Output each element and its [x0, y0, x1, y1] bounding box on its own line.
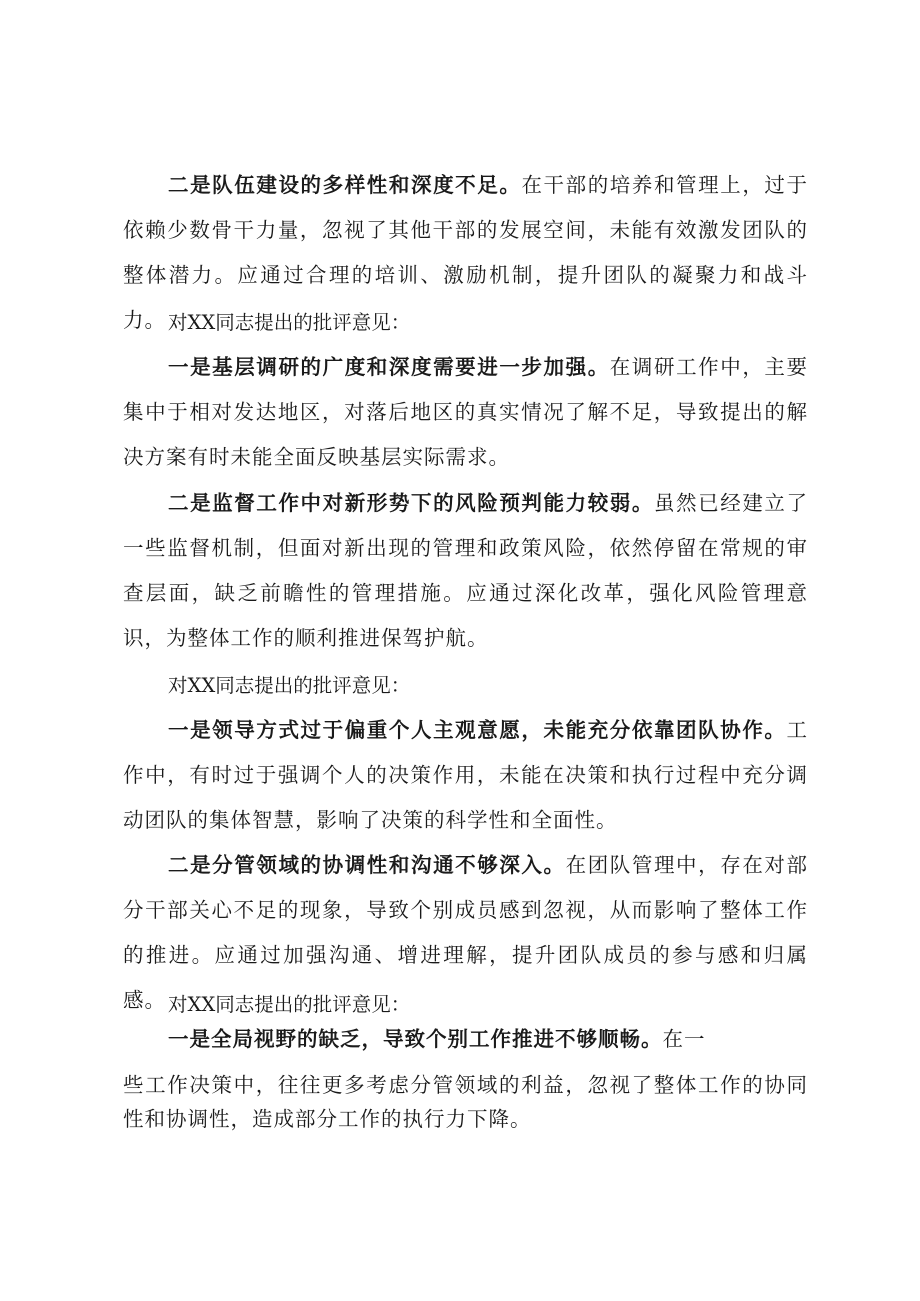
paragraph-5-lead: 二是分管领域的协调性和沟通不够深入。 [168, 853, 566, 877]
paragraph-6-lead: 一是全局视野的缺乏，导致个别工作推进不够顺畅。 [168, 1027, 663, 1051]
paragraph-4-lead: 一是领导方式过于偏重个人主观意愿，未能充分依靠团队协作。 [168, 718, 787, 742]
section-heading-3: 对XX同志提出的批评意见： [168, 993, 411, 1016]
paragraph-6-first-line [168, 1024, 706, 1054]
paragraph-3-body: 虽然已经建立了一些监督机制，但面对新出现的管理和政策风险，依然停留在常规的审查层面，缺乏前瞻性的管理措施。应通过深化改革，强化风险管理意识，为整体工作的顺利推进保驾护航。 [123, 491, 809, 650]
section-heading-1: 对XX同志提出的批评意见： [168, 311, 411, 334]
paragraph-3 [123, 481, 808, 661]
paragraph-2-body: 在调研工作中，主要集中于相对发达地区，对落后地区的真实情况了解不足，导致提出的解决方案有时未能全面反映基层实际需求。 [123, 355, 809, 469]
paragraph-1-body: 在干部的培养和管理上，过于依赖少数骨干力量，忽视了其他干部的发展空间，未能有效激发团队的整体潜力。应通过合理的培训、激励机制，提升团队的凝聚力和战斗力。 [123, 173, 809, 332]
section-heading-2: 对XX同志提出的批评意见： [168, 674, 411, 697]
paragraph-6-body: 些工作决策中，往往更多考虑分管领域的利益，忽视了整体工作的协同性和协调性，造成部分工作的执行力下降。 [123, 1073, 808, 1131]
paragraph-5-body: 在团队管理中，存在对部分干部关心不足的现象，导致个别成员感到忽视，从而影响了整体工作的推进。应通过加强沟通、增进理解，提升团队成员的参与感和归属感。 [123, 853, 809, 1012]
paragraph-4-body: 工作中，有时过于强调个人的决策作用，未能在决策和执行过程中充分调动团队的集体智慧，影响了决策的科学性和全面性。 [123, 718, 808, 832]
paragraph-1-lead: 二是队伍建设的多样性和深度不足。 [168, 173, 522, 197]
paragraph-2 [123, 345, 808, 480]
paragraph-2-lead: 一是基层调研的广度和深度需要进一步加强。 [168, 355, 610, 379]
paragraph-3-lead: 二是监督工作中对新形势下的风险预判能力较弱。 [168, 491, 654, 515]
paragraph-4 [123, 708, 808, 843]
paragraph-6-lead-tail: 在一 [662, 1027, 706, 1051]
